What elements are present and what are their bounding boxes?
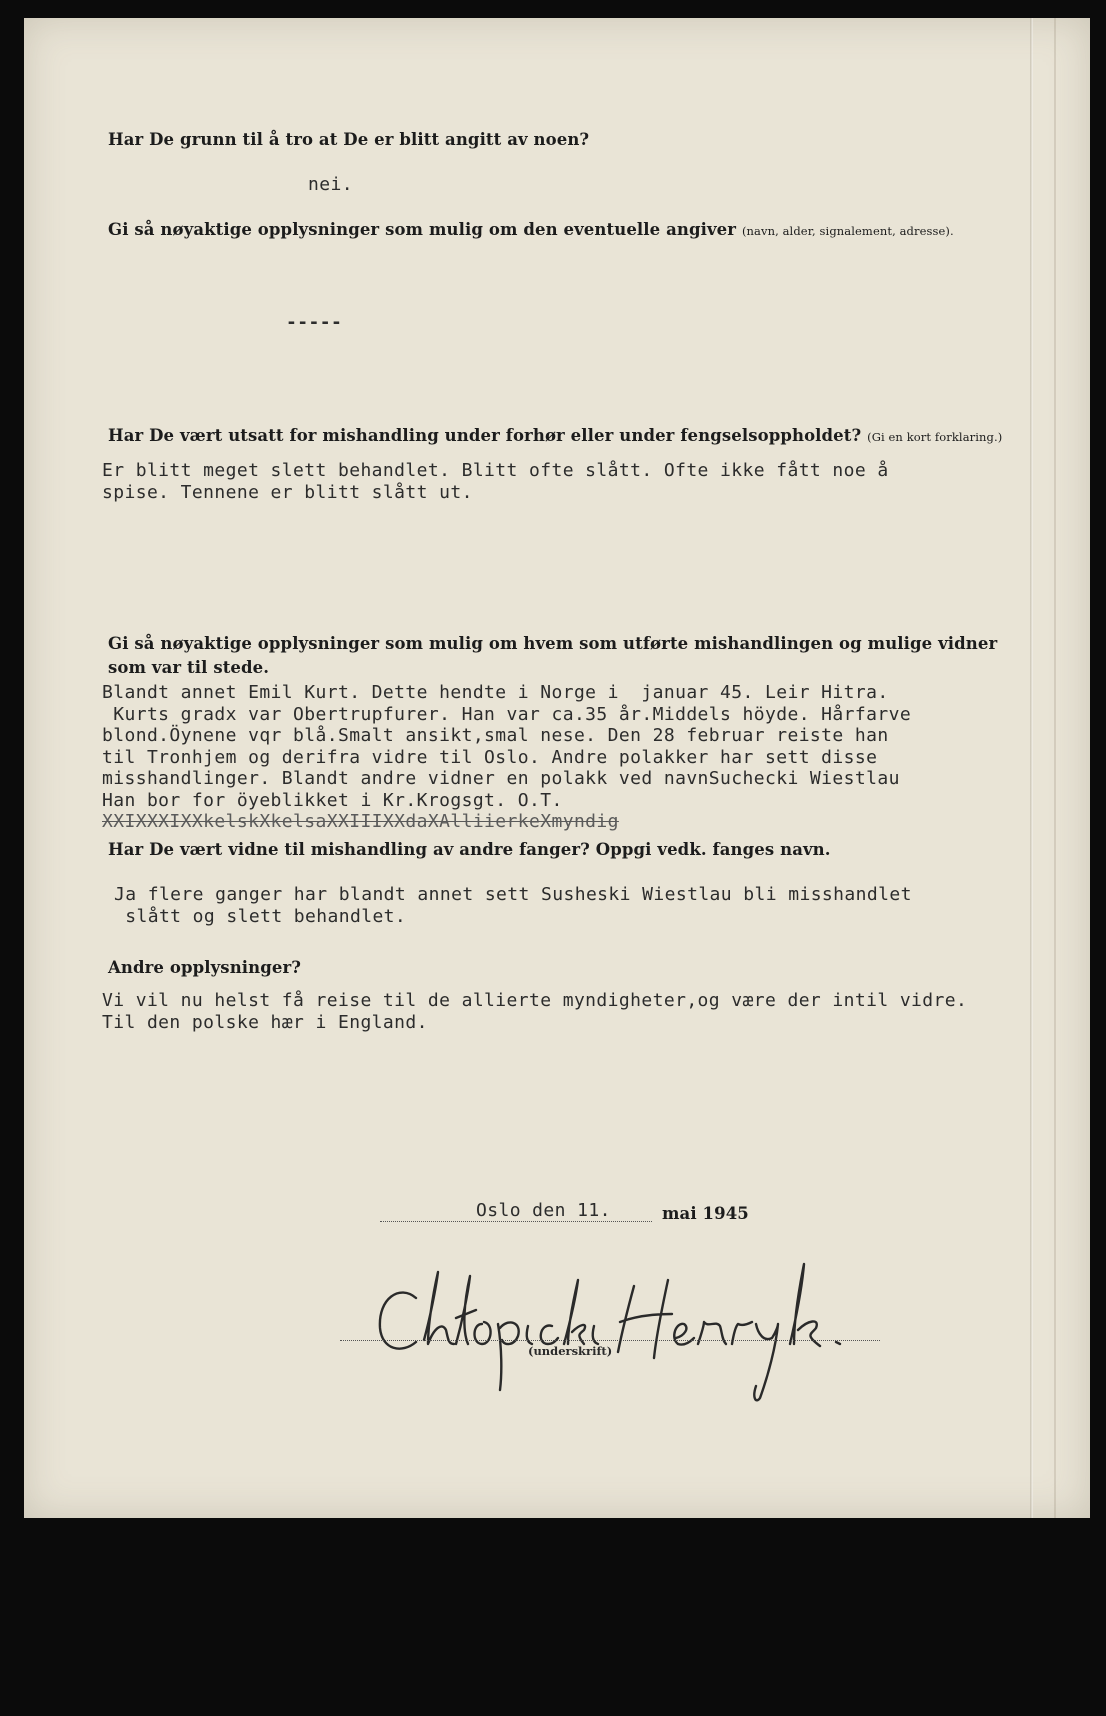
answer-line: Blandt annet Emil Kurt. Dette hendte i Norge i januar 45. Leir Hitra.: [102, 682, 889, 703]
answer-line: misshandlinger. Blandt andre vidner en polakk ved navnSuchecki Wiestlau: [102, 768, 900, 789]
question-mistreatment: [108, 426, 1002, 445]
signature-label: (underskrift): [528, 1344, 613, 1358]
answer-line: Til den polske hær i England.: [102, 1011, 428, 1033]
answer-line: blond.Öynene vqr blå.Smalt ansikt,smal nese. Den 28 februar reiste han: [102, 725, 889, 746]
signature-dotted-line: [340, 1340, 880, 1341]
answer-line: slått og slett behandlet.: [114, 905, 407, 927]
question-informer-text: Gi så nøyaktige opplysninger som mulig om den eventuelle angiver: [108, 220, 737, 239]
paper-fold: [1054, 18, 1056, 1518]
answer-line: Vi vil nu helst få reise til de allierte myndigheter,og være der intil vidre.: [102, 990, 968, 1011]
question-witness: Har De vært vidne til mishandling av andre fanger? Oppgi vedk. fanges navn.: [108, 840, 831, 859]
answer-other-info: [102, 990, 967, 1033]
struck-out-line: XXIXXXIXXkelskXkelsaXXIIIXXdaXAlliierkeXmyndig: [102, 811, 619, 832]
question-informer: [108, 220, 954, 239]
question-informer-hint: (navn, alder, signalement, adresse).: [741, 224, 954, 238]
answer-line: Ja flere ganger har blandt annet sett Susheski Wiestlau bli misshandlet: [114, 884, 912, 905]
question-other-info: Andre opplysninger?: [108, 958, 302, 977]
question-line: Gi så nøyaktige opplysninger som mulig om hvem som utførte mishandlingen og mulige vidner: [108, 634, 998, 653]
answer-line: Han bor for öyeblikket i Kr.Krogsgt. O.T.: [102, 789, 563, 811]
answer-mistreatment: [102, 460, 889, 503]
month-year: mai 1945: [662, 1204, 749, 1223]
answer-line: Er blitt meget slett behandlet. Blitt ofte slått. Ofte ikke fått noe å: [102, 460, 889, 481]
answer-perpetrators: [102, 682, 911, 833]
signature-handwritten: [372, 1258, 892, 1408]
answer-informer: -----: [286, 312, 343, 333]
question-line: som var til stede.: [108, 658, 270, 677]
answer-line: Kurts gradx var Obertrupfurer. Han var ca.35 år.Middels höyde. Hårfarve: [102, 703, 912, 725]
answer-accused: nei.: [308, 174, 353, 195]
answer-line: spise. Tennene er blitt slått ut.: [102, 481, 473, 503]
answer-line: til Tronhjem og derifra vidre til Oslo. Andre polakker har sett disse: [102, 746, 878, 768]
question-accused: Har De grunn til å tro at De er blitt angitt av noen?: [108, 130, 590, 149]
paper-fold: [1030, 18, 1033, 1518]
place-date: Oslo den 11.: [476, 1200, 611, 1221]
question-mistreatment-hint: (Gi en kort forklaring.): [867, 430, 1003, 444]
handwriting: [372, 1556, 892, 1716]
question-mistreatment-text: Har De vært utsatt for mishandling under forhør eller under fengselsoppholdet?: [108, 426, 862, 445]
answer-witness: [114, 884, 912, 927]
question-perpetrators: [108, 632, 997, 680]
